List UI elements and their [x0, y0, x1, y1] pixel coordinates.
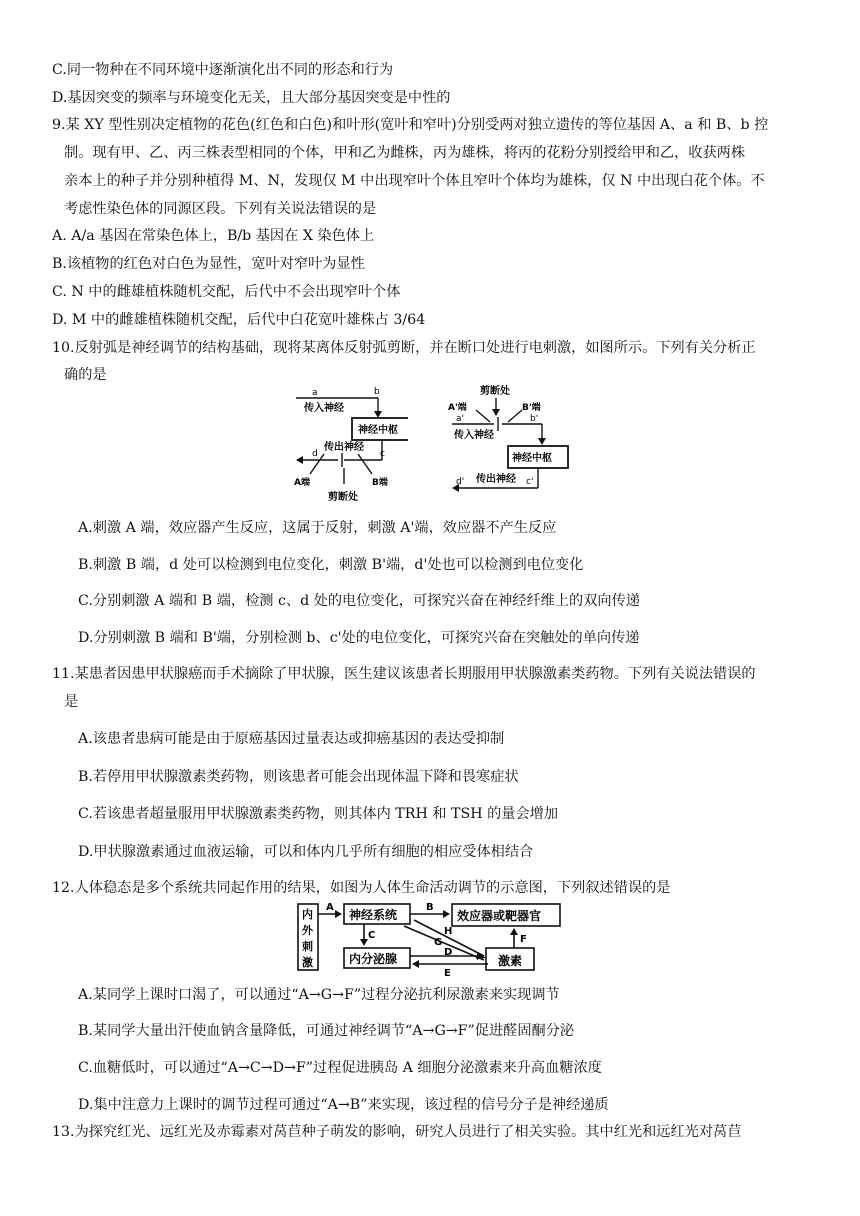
diagram-label-f: F: [520, 934, 527, 945]
q10-stem-line1: 10.反射弧是神经调节的结构基础，现将某离体反射弧剪断，并在断口处进行电刺激，如图所示。下列有关分析正: [52, 340, 756, 356]
fig-right-label-a: a': [456, 414, 464, 424]
fig-left-label-c: c: [380, 449, 385, 459]
fig-left-label-a: a: [312, 388, 318, 398]
diagram-effector: 效应器或靶器官: [457, 909, 542, 923]
q10-stem-line2: 确的是: [64, 367, 107, 383]
diagram-label-d: D: [444, 947, 453, 958]
q10-option-d: D.分别刺激 B 端和 B'端，分别检测 b、c'处的电位变化，可探究兴奋在突触处的单向传递: [78, 630, 640, 646]
fig-left-efferent-label: 传出神经: [324, 442, 364, 453]
regulation-diagram: [294, 898, 564, 976]
q8-option-d: D.基因突变的频率与环境变化无关，且大部分基因突变是中性的: [52, 90, 451, 106]
q9-option-b: B.该植物的红色对白色为显性，宽叶对窄叶为显性: [52, 256, 365, 272]
diagram-stimulus-char3: 刺: [302, 940, 313, 953]
diagram-stimulus-char1: 内: [302, 908, 313, 921]
fig-right-efferent-label: 传出神经: [476, 474, 516, 485]
reflex-arc-figure-right: [446, 382, 576, 498]
fig-left-label-b: b: [374, 387, 380, 397]
diagram-label-e: E: [444, 968, 451, 976]
q13-stem: 13.为探究红光、远红光及赤霉素对莴苣种子萌发的影响，研究人员进行了相关实验。其中红光和远红光对莴苣: [52, 1124, 742, 1140]
q10-option-b: B.刺激 B 端，d 处可以检测到电位变化，刺激 B'端，d'处也可以检测到电位变化: [78, 557, 584, 573]
fig-right-center-label: 神经中枢: [512, 453, 552, 464]
q11-stem-line2: 是: [64, 694, 79, 710]
fig-right-label-b: b': [530, 414, 539, 424]
diagram-label-g: G: [434, 937, 443, 948]
q11-option-b: B.若停用甲状腺激素类药物，则该患者可能会出现体温下降和畏寒症状: [78, 769, 519, 785]
diagram-endocrine-gland: 内分泌腺: [349, 952, 398, 966]
diagram-label-h: H: [444, 926, 453, 937]
q12-option-c: C.血糖低时，可以通过“A→C→D→F”过程促进胰岛 A 细胞分泌激素来升高血糖浓度: [78, 1060, 602, 1076]
q11-option-c: C.若该患者超量服用甲状腺激素类药物，则其体内 TRH 和 TSH 的量会增加: [78, 806, 559, 822]
fig-left-end-a: A端: [294, 478, 310, 488]
q12-option-b: B.某同学大量出汗使血钠含量降低，可通过神经调节“A→G→F”促进醛固酮分泌: [78, 1023, 575, 1039]
fig-left-cut-label: 剪断处: [328, 492, 358, 503]
diagram-nervous-system: 神经系统: [349, 908, 398, 922]
q12-option-d: D.集中注意力上课时的调节过程可通过“A→B”来实现，该过程的信号分子是神经递质: [78, 1097, 609, 1113]
diagram-hormone: 激素: [498, 954, 523, 968]
fig-right-label-d: d': [456, 477, 465, 487]
fig-right-afferent-label: 传入神经: [454, 430, 494, 441]
fig-left-center-label: 神经中枢: [358, 425, 398, 436]
fig-left-afferent-label: 传入神经: [304, 403, 344, 414]
q9-option-a: A. A/a 基因在常染色体上，B/b 基因在 X 染色体上: [52, 228, 375, 244]
fig-right-cut-label: 剪断处: [480, 386, 510, 397]
diagram-label-c: C: [368, 930, 376, 941]
q10-option-a: A.刺激 A 端，效应器产生反应，这属于反射，刺激 A'端，效应器不产生反应: [78, 520, 557, 536]
diagram-label-b: B: [426, 902, 434, 913]
q9-stem-line4: 考虑性染色体的同源区段。下列有关说法错误的是: [64, 201, 377, 217]
q9-option-d: D. M 中的雌雄植株随机交配，后代中白花宽叶雄株占 3/64: [52, 312, 426, 328]
fig-right-end-a: A'端: [448, 403, 467, 413]
q12-option-a: A.某同学上课时口渴了，可以通过“A→G→F”过程分泌抗利尿激素来实现调节: [78, 987, 560, 1003]
q9-stem-line1: 9.某 XY 型性别决定植物的花色(红色和白色)和叶形(宽叶和窄叶)分别受两对独立遗传的等位基因 A、a 和 B、b 控: [52, 117, 769, 133]
q9-stem-line2: 制。现有甲、乙、丙三株表型相同的个体，甲和乙为雌株，丙为雄株，将丙的花粉分别授给甲和乙，收获两株: [64, 145, 746, 161]
diagram-stimulus-char2: 外: [302, 924, 313, 937]
diagram-label-a: A: [326, 902, 334, 913]
q12-stem: 12.人体稳态是多个系统共同起作用的结果，如图为人体生命活动调节的示意图，下列叙述错误的是: [52, 880, 671, 896]
q10-option-c: C.分别刺激 A 端和 B 端，检测 c、d 处的电位变化，可探究兴奋在神经纤维上的双向传递: [78, 593, 640, 609]
fig-left-end-b: B端: [372, 478, 388, 488]
q11-stem-line1: 11.某患者因患甲状腺癌而手术摘除了甲状腺，医生建议该患者长期服用甲状腺激素类药物。下列有关说法错误的: [52, 666, 756, 682]
fig-right-label-c: c': [526, 477, 534, 487]
q9-option-c: C. N 中的雌雄植株随机交配，后代中不会出现窄叶个体: [52, 284, 401, 300]
reflex-arc-figure-left: [288, 384, 408, 508]
q9-stem-line3: 亲本上的种子并分别种植得 M、N，发现仅 M 中出现窄叶个体且窄叶个体均为雄株，仅 N 中出现白花个体。不: [64, 173, 765, 189]
fig-right-end-b: B'端: [522, 403, 541, 413]
q11-option-a: A.该患者患病可能是由于原癌基因过量表达或抑癌基因的表达受抑制: [78, 731, 505, 747]
fig-left-label-d: d: [312, 449, 318, 459]
diagram-stimulus-char4: 激: [302, 956, 313, 969]
q8-option-c: C.同一物种在不同环境中逐渐演化出不同的形态和行为: [52, 62, 394, 78]
q11-option-d: D.甲状腺激素通过血液运输，可以和体内几乎所有细胞的相应受体相结合: [78, 844, 534, 860]
